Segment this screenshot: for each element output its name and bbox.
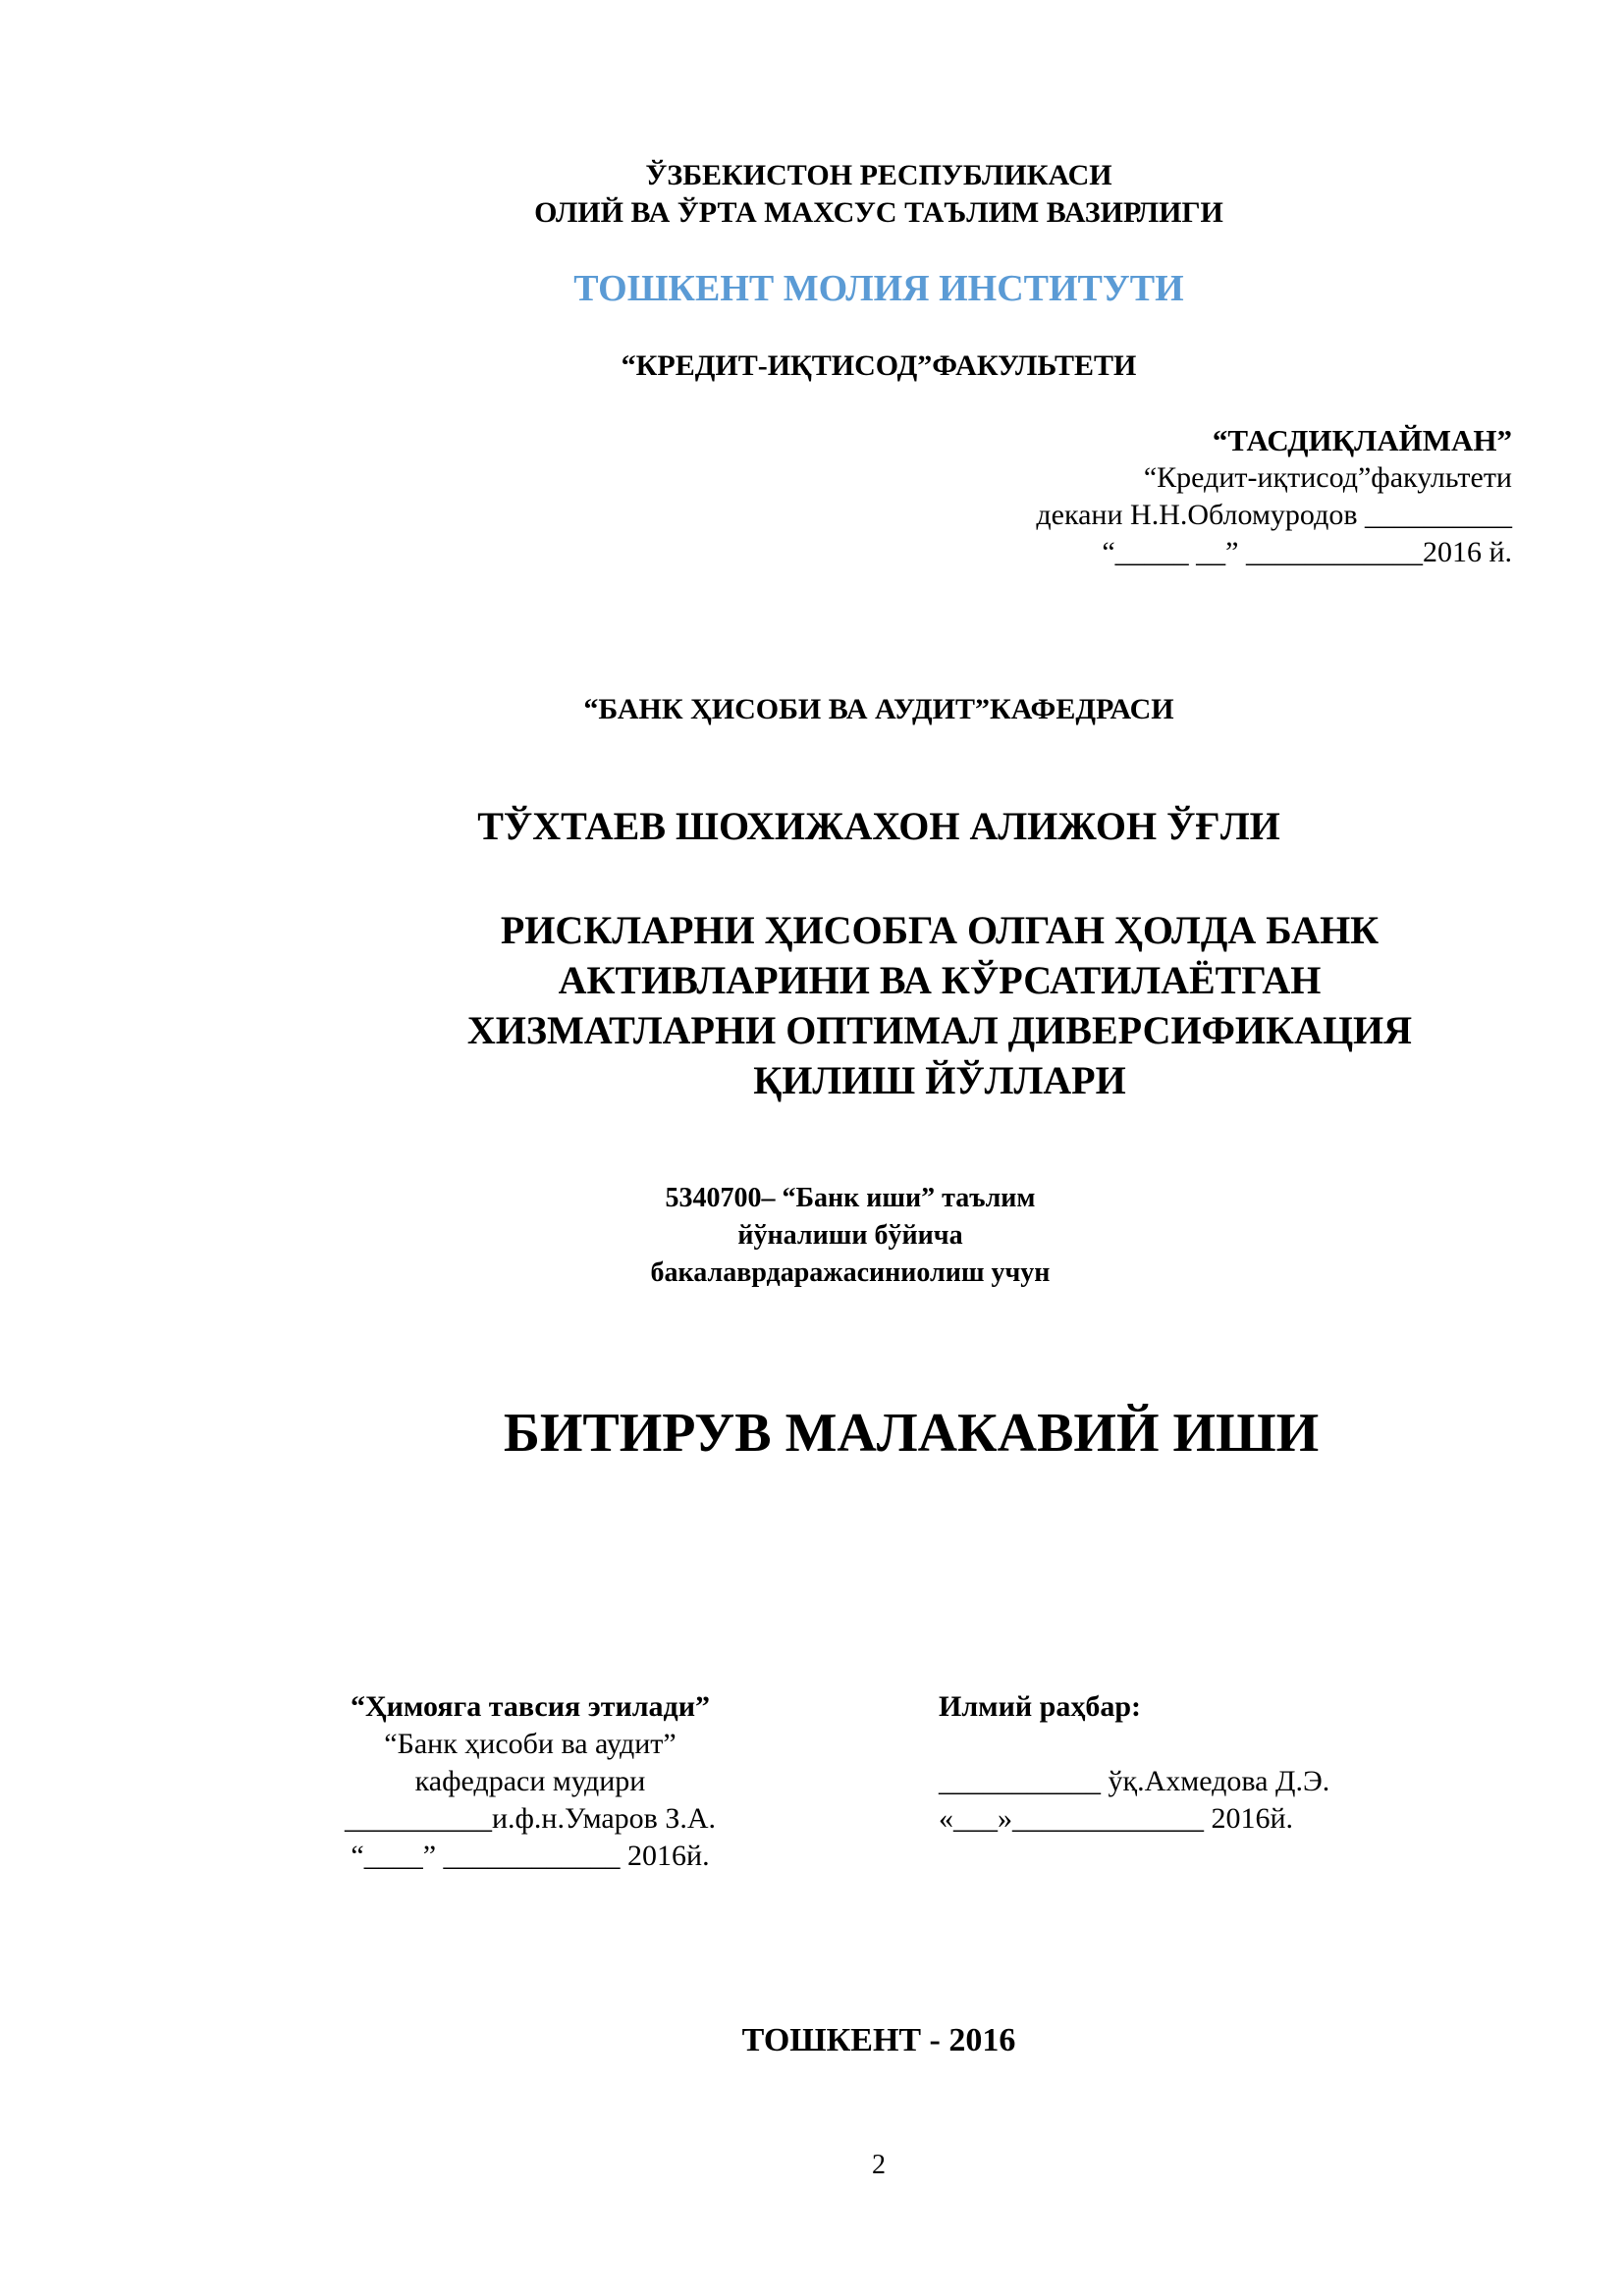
advisor-date: «___»_____________ 2016й.: [939, 1802, 1294, 1835]
faculty-title: “КРЕДИТ-ИҚТИСОД”ФАКУЛЬТЕТИ: [621, 349, 1137, 382]
topic-line: АКТИВЛАРИНИ ВА КЎРСАТИЛАЁТГАН: [558, 958, 1322, 1002]
spacer: [939, 1726, 1449, 1763]
advisor-signature: ___________ ўқ.Ахмедова Д.Э.: [939, 1765, 1330, 1797]
defense-signature: __________и.ф.н.Умаров З.А.: [344, 1802, 717, 1835]
specialty-line: йўналиши бўйича: [737, 1220, 963, 1251]
defense-title: “Ҳимояга тавсия этилади”: [350, 1690, 711, 1723]
advisor-block: [939, 1688, 1449, 1838]
defense-line: кафедраси мудири: [414, 1765, 646, 1797]
author-name: ТЎХТАЕВ ШОХИЖАХОН АЛИЖОН ЎҒЛИ: [477, 804, 1280, 848]
work-type-title: БИТИРУВ МАЛАКАВИЙ ИШИ: [503, 1403, 1320, 1464]
specialty-line: бакалаврдаражасиниолиш учун: [650, 1257, 1051, 1288]
approval-title: “ТАСДИҚЛАЙМАН”: [1212, 423, 1512, 457]
city-year: ТОШКЕНТ - 2016: [741, 2022, 1016, 2058]
approval-block: [825, 422, 1512, 571]
institute-title: ТОШКЕНТ МОЛИЯ ИНСТИТУТИ: [573, 268, 1184, 309]
thesis-topic: [0, 905, 1624, 1105]
defense-block: [314, 1688, 746, 1875]
topic-line: ХИЗМАТЛАРНИ ОПТИМАЛ ДИВЕРСИФИКАЦИЯ: [466, 1008, 1413, 1052]
approval-date: “_____ __” ____________2016 й.: [1102, 536, 1512, 568]
advisor-title: Илмий раҳбар:: [939, 1690, 1142, 1723]
defense-date: “____” ____________ 2016й.: [351, 1840, 710, 1872]
approval-faculty: “Кредит-иқтисод”факультети: [1143, 461, 1512, 494]
topic-line: РИСКЛАРНИ ҲИСОБГА ОЛГАН ҲОЛДА БАНК: [500, 908, 1380, 952]
specialty-block: [0, 1180, 1624, 1292]
defense-line: “Банк ҳисоби ва аудит”: [384, 1728, 677, 1760]
country-title: ЎЗБЕКИСТОН РЕСПУБЛИКАСИ: [645, 159, 1112, 191]
department-title: “БАНК ҲИСОБИ ВА АУДИТ”КАФЕДРАСИ: [583, 693, 1174, 725]
ministry-title: ОЛИЙ ВА ЎРТА МАХСУС ТАЪЛИМ ВАЗИРЛИГИ: [534, 196, 1223, 229]
ministry-header: [0, 157, 1624, 232]
specialty-line: 5340700– “Банк иши” таълим: [665, 1183, 1036, 1213]
page-number: 2: [872, 2150, 886, 2180]
topic-line: ҚИЛИШ ЙЎЛЛАРИ: [753, 1058, 1126, 1102]
approval-dean: декани Н.Н.Обломуродов __________: [1036, 499, 1512, 531]
